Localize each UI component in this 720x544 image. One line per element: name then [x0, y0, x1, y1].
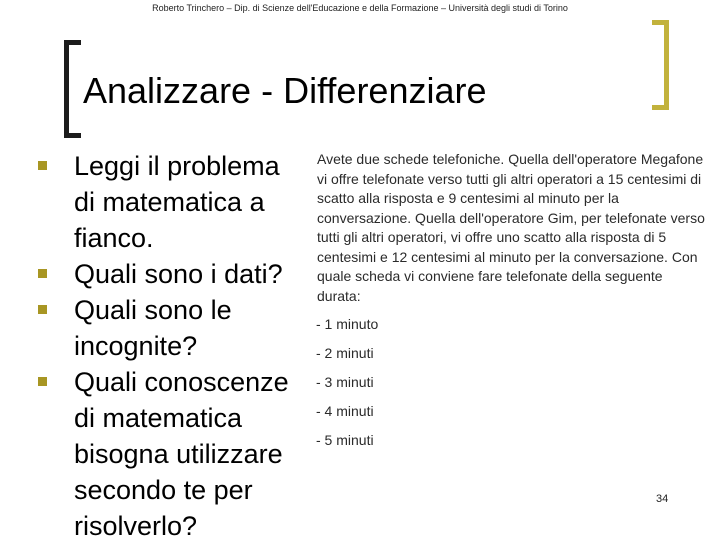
bullet-text: Quali sono le incognite?	[74, 295, 232, 361]
duration-options-list	[316, 310, 378, 455]
problem-text-box: Avete due schede telefoniche. Quella dell'operatore Megafone vi offre telefonate verso tutti gli altri operatori a 15 centesimi di scatto alla risposta e 9 centesimi al minuto per la conversazione. Quella dell'operatore Gim, per telefonate verso tutti gli altri operatori, vi offre uno scatto alla risposta di 5 centesimi e 12 centesimi al minuto per la conversazione. Con quale scheda vi conviene fare telefonate della seguente durata:	[305, 148, 715, 298]
square-bullet-icon	[38, 377, 47, 386]
duration-option: - 5 minuti	[316, 432, 374, 448]
bullet-item	[38, 256, 308, 292]
right-bracket-decoration	[652, 20, 669, 110]
square-bullet-icon	[38, 161, 47, 170]
duration-option: - 1 minuto	[316, 316, 379, 332]
duration-option: - 4 minuti	[316, 403, 374, 419]
bullet-item	[38, 364, 308, 544]
slide-title: Analizzare - Differenziare	[83, 70, 487, 111]
slide-header: Roberto Trinchero – Dip. di Scienze dell'Educazione e della Formazione – Università degli studi di Torino	[152, 3, 568, 13]
square-bullet-icon	[38, 305, 47, 314]
left-bracket-decoration	[64, 40, 81, 138]
duration-option: - 2 minuti	[316, 345, 374, 361]
duration-option: - 3 minuti	[316, 374, 374, 390]
bullet-list	[38, 148, 308, 544]
square-bullet-icon	[38, 269, 47, 278]
bullet-item	[38, 148, 308, 256]
bullet-item	[38, 292, 308, 364]
bullet-text: Quali conoscenze di matematica bisogna utilizzare secondo te per risolverlo?	[74, 367, 289, 541]
page-number: 34	[656, 493, 669, 505]
bullet-text: Leggi il problema di matematica a fianco.	[74, 151, 280, 253]
bullet-text: Quali sono i dati?	[74, 259, 283, 289]
